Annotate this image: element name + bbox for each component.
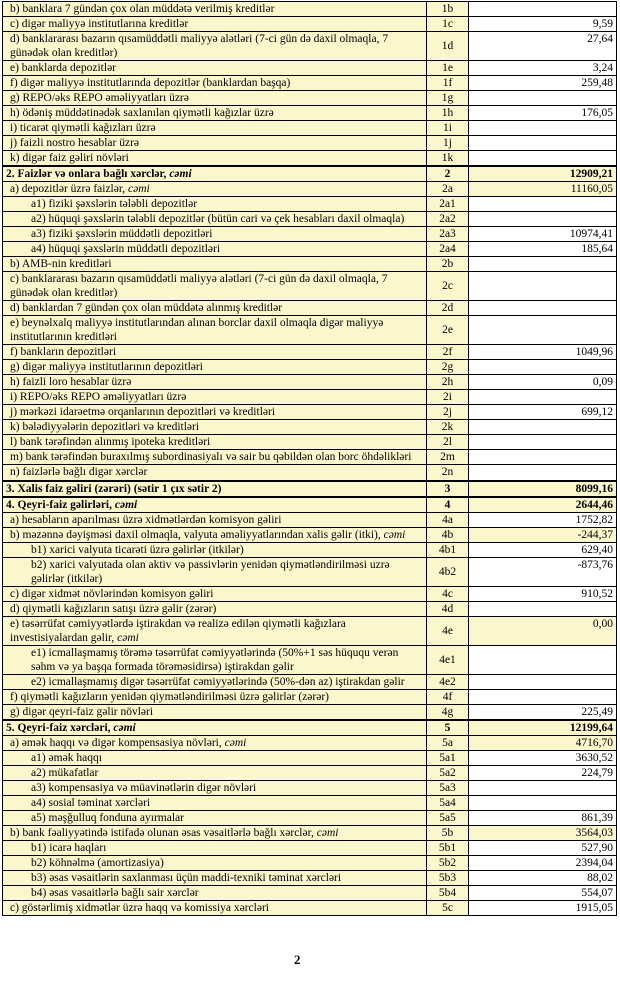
row-value: 3564,03 xyxy=(469,825,617,840)
table-row xyxy=(3,360,617,375)
row-value: 629,40 xyxy=(469,542,617,557)
row-code: 2a2 xyxy=(427,212,469,227)
row-code: 5b1 xyxy=(427,840,469,855)
row-value: 259,48 xyxy=(469,76,617,91)
table-row xyxy=(3,825,617,840)
row-value xyxy=(469,301,617,316)
row-value xyxy=(469,257,617,272)
row-value xyxy=(469,465,617,481)
row-label: 5. Qeyri-faiz xərcləri, cəmi xyxy=(3,720,427,736)
row-label: i) REPO/əks REPO əməliyyatları üzrə xyxy=(3,390,427,405)
row-code: 4 xyxy=(427,497,469,513)
row-value xyxy=(469,136,617,151)
row-code: 5a1 xyxy=(427,750,469,765)
table-row xyxy=(3,76,617,91)
row-value xyxy=(469,121,617,136)
table-row xyxy=(3,795,617,810)
table-row xyxy=(3,481,617,497)
table-row xyxy=(3,497,617,513)
row-value xyxy=(469,420,617,435)
row-label-italic-suffix: cəmi xyxy=(127,183,150,196)
row-value: 3630,52 xyxy=(469,750,617,765)
row-value xyxy=(469,645,617,674)
row-label-italic-suffix: cəmi xyxy=(169,168,192,181)
row-label: h) faizli loro hesablar üzrə xyxy=(3,375,427,390)
row-label: d) banklardan 7 gündən çox olan müddətə alınmış kreditlər xyxy=(3,301,427,316)
table-row xyxy=(3,242,617,257)
row-code: 2c xyxy=(427,272,469,301)
row-code: 2 xyxy=(427,166,469,182)
table-row xyxy=(3,197,617,212)
row-label: c) digər maliyyə institutlarına kreditlər xyxy=(3,17,427,32)
row-code: 4e xyxy=(427,616,469,645)
table-row xyxy=(3,735,617,750)
row-value: 9,59 xyxy=(469,17,617,32)
row-label: d) banklararası bazarın qısamüddətli maliyyə alətləri (7-ci gün də daxil olmaqla, 7 günədək olan kreditlər) xyxy=(3,32,427,61)
row-value: 4716,70 xyxy=(469,735,617,750)
row-value: 1915,05 xyxy=(469,900,617,915)
row-value xyxy=(469,212,617,227)
row-label-italic-suffix: cəmi xyxy=(224,736,247,749)
row-value: 0,09 xyxy=(469,375,617,390)
row-value: 8099,16 xyxy=(469,481,617,497)
row-value: 699,12 xyxy=(469,405,617,420)
table-row xyxy=(3,375,617,390)
row-code: 2i xyxy=(427,390,469,405)
row-label: b2) köhnəlmə (amortizasiya) xyxy=(3,855,427,870)
row-value: 1752,82 xyxy=(469,512,617,527)
table-row xyxy=(3,885,617,900)
row-code: 2g xyxy=(427,360,469,375)
table-row xyxy=(3,390,617,405)
row-code: 4e1 xyxy=(427,645,469,674)
row-label: e2) icmallaşmamış digər təsərrüfat cəmiyyətlərində (50%-dən az) iştirakdan gəlir xyxy=(3,674,427,689)
row-code: 5c xyxy=(427,900,469,915)
row-code: 4d xyxy=(427,601,469,616)
row-label: n) faizlərlə bağlı digər xərclər xyxy=(3,465,427,481)
row-value: 176,05 xyxy=(469,106,617,121)
row-value: 12199,64 xyxy=(469,720,617,736)
row-label: k) bələdiyyələrin depozitləri və kreditləri xyxy=(3,420,427,435)
row-code: 1e xyxy=(427,61,469,76)
row-label: g) digər qeyri-faiz gəlir növləri xyxy=(3,704,427,720)
table-row xyxy=(3,405,617,420)
table-row xyxy=(3,780,617,795)
row-value: 11160,05 xyxy=(469,182,617,197)
table-row xyxy=(3,32,617,61)
row-label: c) banklararası bazarın qısamüddətli maliyyə alətləri (7-ci gün də daxil olmaqla, 7 günədək olan kreditlər) xyxy=(3,272,427,301)
table-row xyxy=(3,151,617,167)
row-label-italic-suffix: cəmi xyxy=(114,498,138,511)
row-code: 2d xyxy=(427,301,469,316)
row-value: 225,49 xyxy=(469,704,617,720)
row-label: b1) icarə haqları xyxy=(3,840,427,855)
row-code: 5a4 xyxy=(427,795,469,810)
row-value: -244,37 xyxy=(469,527,617,542)
row-code: 1f xyxy=(427,76,469,91)
row-value xyxy=(469,197,617,212)
row-code: 2a1 xyxy=(427,197,469,212)
row-value: 2644,46 xyxy=(469,497,617,513)
row-value xyxy=(469,360,617,375)
row-label: c) digər xidmət növlərindən komisyon gəliri xyxy=(3,586,427,601)
row-label: b) banklara 7 gündən çox olan müddətə verilmiş kreditlər xyxy=(3,2,427,17)
row-value xyxy=(469,316,617,345)
table-row xyxy=(3,720,617,736)
row-label: a3) fiziki şəxslərin müddətli depozitləri xyxy=(3,227,427,242)
row-code: 4g xyxy=(427,704,469,720)
row-label: b4) əsas vəsaitlərlə bağlı sair xərclər xyxy=(3,885,427,900)
row-label: a) əmək haqqı və digər kompensasiya növləri, cəmi xyxy=(3,735,427,750)
row-value xyxy=(469,272,617,301)
row-value xyxy=(469,2,617,17)
row-label: e) banklarda depozitlər xyxy=(3,61,427,76)
table-row xyxy=(3,527,617,542)
row-value: 910,52 xyxy=(469,586,617,601)
row-code: 5b2 xyxy=(427,855,469,870)
row-code: 5a5 xyxy=(427,810,469,825)
row-code: 5b xyxy=(427,825,469,840)
table-row xyxy=(3,301,617,316)
row-label: a) hesabların aparılması üzrə xidmətlərdən komisyon gəliri xyxy=(3,512,427,527)
table-row xyxy=(3,689,617,704)
table-body xyxy=(3,2,617,916)
row-label-italic-suffix: cəmi xyxy=(383,528,406,541)
row-label: 4. Qeyri-faiz gəlirləri, cəmi xyxy=(3,497,427,513)
row-label: e) beynəlxalq maliyyə institutlarından alınan borclar daxil olmaqla digər maliyyə institutlarının kreditləri xyxy=(3,316,427,345)
row-code: 5b4 xyxy=(427,885,469,900)
table-row xyxy=(3,2,617,17)
row-value xyxy=(469,689,617,704)
row-label: a3) kompensasiya və müavinətlərin digər növləri xyxy=(3,780,427,795)
row-label: b) məzənnə dəyişməsi daxil olmaqla, valyuta əməliyyatlarından xalis gəlir (itki), cəmi xyxy=(3,527,427,542)
income-statement-table xyxy=(2,1,617,916)
row-label: a1) fiziki şəxslərin tələbli depozitlər xyxy=(3,197,427,212)
row-code: 2b xyxy=(427,257,469,272)
row-label: f) qiymətli kağızların yenidən qiymətləndirilməsi üzrə gəlirlər (zərər) xyxy=(3,689,427,704)
row-code: 2m xyxy=(427,450,469,465)
row-code: 1c xyxy=(427,17,469,32)
table-row xyxy=(3,586,617,601)
row-label: e1) icmallaşmamış törəmə təsərrüfat cəmiyyətlərində (50%+1 səs hüququ verən səhm və ya başqa formada törəməsidirsə) iştirakdan gəlir xyxy=(3,645,427,674)
row-code: 2e xyxy=(427,316,469,345)
row-label: c) göstərlimiş xidmətlər üzrə haqq və komissiya xərcləri xyxy=(3,900,427,915)
row-value: 0,00 xyxy=(469,616,617,645)
row-label: a) depozitlər üzrə faizlər, cəmi xyxy=(3,182,427,197)
row-value xyxy=(469,435,617,450)
row-code: 2l xyxy=(427,435,469,450)
table-row xyxy=(3,420,617,435)
row-label: a4) hüquqi şəxslərin müddətli depozitləri xyxy=(3,242,427,257)
row-code: 5 xyxy=(427,720,469,736)
row-code: 2a xyxy=(427,182,469,197)
row-code: 5a3 xyxy=(427,780,469,795)
row-code: 2a3 xyxy=(427,227,469,242)
row-code: 1g xyxy=(427,91,469,106)
table-row xyxy=(3,900,617,915)
row-label: i) ticarət qiymətli kağızları üzrə xyxy=(3,121,427,136)
row-label: 2. Faizlər və onlara bağlı xərclər, cəmi xyxy=(3,166,427,182)
row-code: 2f xyxy=(427,345,469,360)
row-value: 3,24 xyxy=(469,61,617,76)
row-code: 2n xyxy=(427,465,469,481)
row-label: g) digər maliyyə institutlarının depozitləri xyxy=(3,360,427,375)
table-row xyxy=(3,166,617,182)
row-label: f) bankların depozitləri xyxy=(3,345,427,360)
table-row xyxy=(3,61,617,76)
row-code: 5b3 xyxy=(427,870,469,885)
row-code: 4b1 xyxy=(427,542,469,557)
row-label: 3. Xalis faiz gəliri (zərəri) (sətir 1 çıx sətir 2) xyxy=(3,481,427,497)
row-code: 4c xyxy=(427,586,469,601)
row-label: e) təsərrüfat cəmiyyətlərdə iştirakdan və realizə edilən qiymətli kağızlara investisiyalardan gəlir, cəmi xyxy=(3,616,427,645)
table-row xyxy=(3,257,617,272)
table-row xyxy=(3,435,617,450)
row-label: a4) sosial təminat xərcləri xyxy=(3,795,427,810)
row-value xyxy=(469,795,617,810)
row-label-italic-suffix: cəmi xyxy=(316,826,339,839)
row-value: 554,07 xyxy=(469,885,617,900)
table-row xyxy=(3,750,617,765)
row-value: 12909,21 xyxy=(469,166,617,182)
table-row xyxy=(3,542,617,557)
table-row xyxy=(3,557,617,586)
row-code: 1j xyxy=(427,136,469,151)
table-row xyxy=(3,674,617,689)
row-label: d) qiymətli kağızların satışı üzrə gəlir (zərər) xyxy=(3,601,427,616)
row-value xyxy=(469,674,617,689)
row-label: j) mərkəzi idarəetmə orqanlarının depozitləri və kreditləri xyxy=(3,405,427,420)
row-value: -873,76 xyxy=(469,557,617,586)
row-label: a2) hüquqi şəxslərin tələbli depozitlər (bütün cari və çek hesabları daxil olmaqla) xyxy=(3,212,427,227)
table-row xyxy=(3,855,617,870)
table-row xyxy=(3,870,617,885)
row-value xyxy=(469,91,617,106)
row-label: m) bank tərəfindən buraxılmış subordinasiyalı və sair bu qəbildən olan borc öhdəlikləri xyxy=(3,450,427,465)
row-label: f) digər maliyyə institutlarında depozitlər (banklardan başqa) xyxy=(3,76,427,91)
table-row xyxy=(3,601,617,616)
row-value xyxy=(469,151,617,167)
row-code: 2j xyxy=(427,405,469,420)
table-row xyxy=(3,645,617,674)
row-code: 4e2 xyxy=(427,674,469,689)
row-value xyxy=(469,450,617,465)
row-value xyxy=(469,390,617,405)
row-label: a2) mükafatlar xyxy=(3,765,427,780)
row-value: 88,02 xyxy=(469,870,617,885)
row-value xyxy=(469,601,617,616)
table-row xyxy=(3,106,617,121)
row-code: 1k xyxy=(427,151,469,167)
row-code: 4b2 xyxy=(427,557,469,586)
table-row xyxy=(3,765,617,780)
table-row xyxy=(3,616,617,645)
row-code: 2a4 xyxy=(427,242,469,257)
row-label: l) bank tərəfindən alınmış ipoteka kreditləri xyxy=(3,435,427,450)
table-row xyxy=(3,121,617,136)
row-label: a1) əmək haqqı xyxy=(3,750,427,765)
row-value: 2394,04 xyxy=(469,855,617,870)
table-row xyxy=(3,345,617,360)
row-label: g) REPO/əks REPO əməliyyatları üzrə xyxy=(3,91,427,106)
row-code: 4b xyxy=(427,527,469,542)
row-label: h) ödəniş müddətinədək saxlanılan qiymətli kağızlar üzrə xyxy=(3,106,427,121)
page-number: 2 xyxy=(294,952,301,967)
row-value: 10974,41 xyxy=(469,227,617,242)
row-code: 4a xyxy=(427,512,469,527)
row-value: 224,79 xyxy=(469,765,617,780)
row-value: 861,39 xyxy=(469,810,617,825)
row-label: b3) əsas vəsaitlərin saxlanması üçün maddi-texniki təminat xərcləri xyxy=(3,870,427,885)
table-row xyxy=(3,212,617,227)
row-label: b) bank fəaliyyətində istifadə olunan əsas vəsaitlərlə bağlı xərclər, cəmi xyxy=(3,825,427,840)
row-code: 1d xyxy=(427,32,469,61)
table-row xyxy=(3,182,617,197)
table-row xyxy=(3,316,617,345)
table-row xyxy=(3,17,617,32)
row-label: b1) xarici valyuta ticarəti üzrə gəlirlər (itkilər) xyxy=(3,542,427,557)
row-label-italic-suffix: cəmi xyxy=(113,721,136,734)
row-value: 27,64 xyxy=(469,32,617,61)
row-label: k) digər faiz gəliri növləri xyxy=(3,151,427,167)
row-code: 3 xyxy=(427,481,469,497)
row-value: 185,64 xyxy=(469,242,617,257)
row-value: 527,90 xyxy=(469,840,617,855)
table-row xyxy=(3,512,617,527)
table-row xyxy=(3,227,617,242)
table-row xyxy=(3,840,617,855)
row-code: 1h xyxy=(427,106,469,121)
table-row xyxy=(3,704,617,720)
table-row xyxy=(3,810,617,825)
table-row xyxy=(3,465,617,481)
row-label: b) AMB-nin kreditləri xyxy=(3,257,427,272)
row-code: 4f xyxy=(427,689,469,704)
row-label: b2) xarici valyutada olan aktiv və passivlərin yenidən qiymətləndirilməsi uzrə gəlirlər (itkilər) xyxy=(3,557,427,586)
row-label-italic-suffix: cəmi xyxy=(117,631,139,644)
row-code: 1i xyxy=(427,121,469,136)
row-code: 2k xyxy=(427,420,469,435)
row-code: 1b xyxy=(427,2,469,17)
table-row xyxy=(3,272,617,301)
table-row xyxy=(3,136,617,151)
table-row xyxy=(3,91,617,106)
row-code: 5a2 xyxy=(427,765,469,780)
row-value xyxy=(469,780,617,795)
table-row xyxy=(3,450,617,465)
row-code: 5a xyxy=(427,735,469,750)
row-value: 1049,96 xyxy=(469,345,617,360)
row-label: a5) məşğulluq fonduna ayırmalar xyxy=(3,810,427,825)
row-code: 2h xyxy=(427,375,469,390)
row-label: j) faizli nostro hesablar üzrə xyxy=(3,136,427,151)
